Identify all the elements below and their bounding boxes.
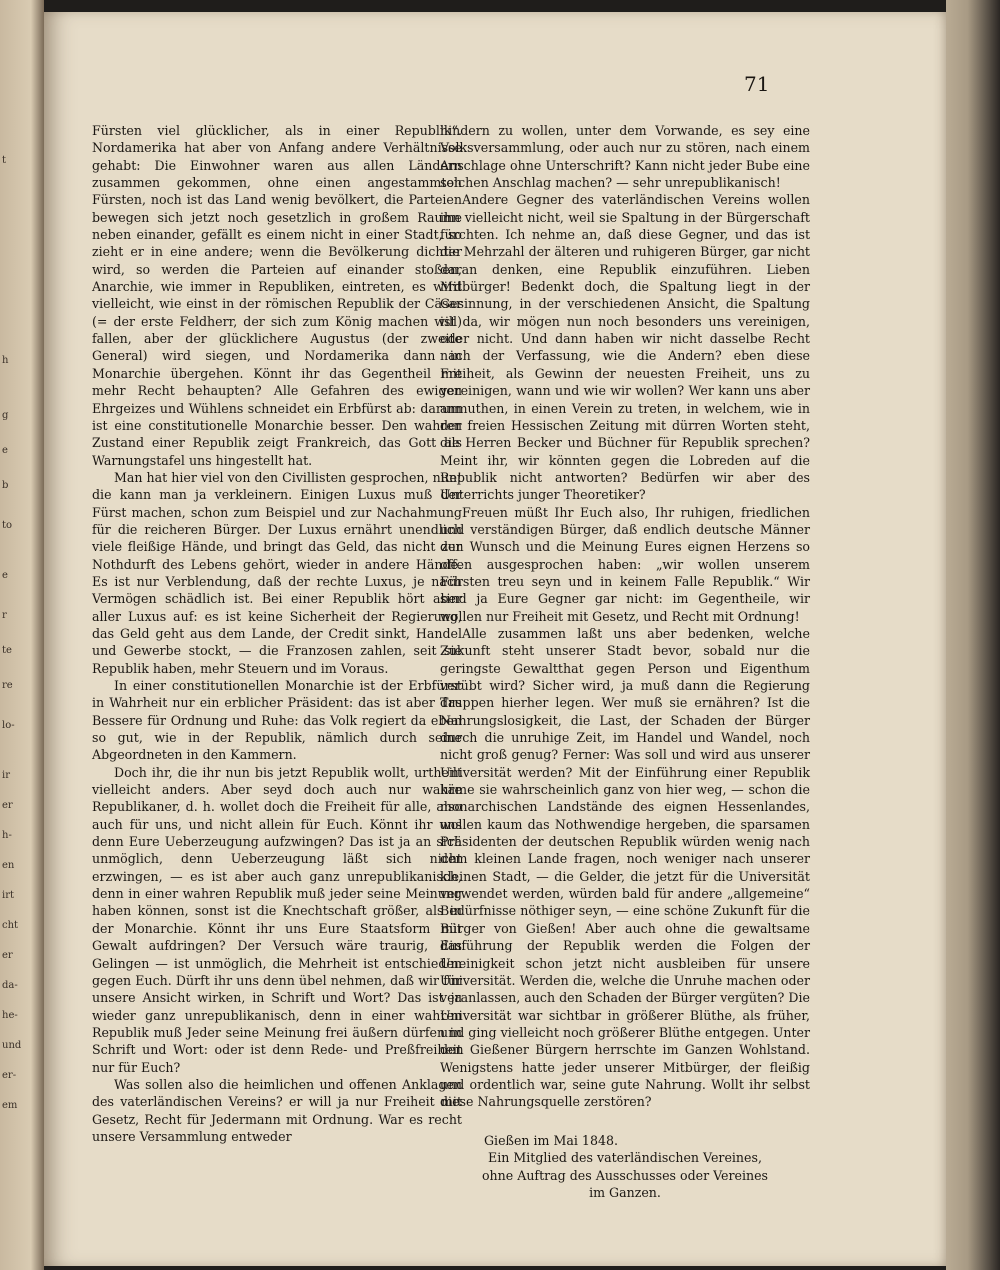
- margin-fragment: r: [2, 610, 7, 621]
- margin-fragment: da-: [2, 980, 18, 991]
- paragraph: hindern zu wollen, unter dem Vorwande, es sey eine Volksversammlung, oder auch nur zu stören, nach einem Anschlage ohne Unterschrift? Kann nicht jeder Bube eine solchen Anschlag machen? — sehr unrepublikanisch!: [440, 123, 810, 191]
- margin-fragment: g: [2, 410, 9, 421]
- margin-fragment: te: [2, 645, 12, 656]
- margin-fragment: to: [2, 520, 13, 531]
- margin-fragment: h: [2, 355, 9, 366]
- margin-fragment: en: [2, 860, 15, 871]
- margin-fragment: b: [2, 480, 9, 491]
- paragraph: Was sollen also die heimlichen und offenen Anklagen des vaterländischen Vereins? er will ja nur Freiheit mit Gesetz, Recht für Jedermann mit Ordnung. War es recht unsere Versammlung entweder: [92, 1076, 462, 1144]
- margin-fragment: cht: [2, 920, 19, 931]
- margin-fragment: er-: [2, 1070, 17, 1081]
- paragraph: In einer constitutionellen Monarchie ist der Erbfürst in Wahrheit nur ein erblicher Präsident: das ist aber das Bessere für Ordnung und Ruhe: das Volk regiert da eben so gut, wie in der Republik, nämlich durch seine Abgeordneten in den Kammern.: [92, 678, 462, 763]
- paragraph: Freuen müßt Ihr Euch also, Ihr ruhigen, friedlichen und verständigen Bürger, daß endlich deutsche Männer den Wunsch und die Meinung Eures eignen Herzens so offen ausgesprochen haben: „wir wollen unserem Fürsten treu seyn und in keinem Falle Republik.“ Wir sind ja Eure Gegner gar nicht: im Gegentheile, wir wollen nur Freiheit mit Gesetz, und Recht mit Ordnung!: [440, 504, 810, 624]
- margin-fragment: irt: [2, 890, 14, 901]
- margin-fragment: re: [2, 680, 13, 691]
- paragraph: Man hat hier viel von den Civillisten gesprochen, nun! die kann man ja verkleinern. Einigen Luxus muß der Fürst machen, schon zum Beispiel und zur Nachahmung für die reicheren Bürger. Der Luxus ernährt unendlich viele fleißige Hände, und bringt das Geld, das nicht zur Nothdurft des Lebens gehört, wieder in andere Hände. Es ist nur Verblendung, daß der rechte Luxus, je nach Vermögen schädlich ist. Bei einer Republik hört aber aller Luxus auf: es ist keine Sicherheit der Regierung, das Geld geht aus dem Lande, der Credit sinkt, Handel und Gewerbe stockt, — die Franzosen zahlen, seit sie Republik haben, mehr Steuern und im Voraus.: [92, 469, 462, 676]
- paragraph: Andere Gegner des vaterländischen Vereins wollen ihn vielleicht nicht, weil sie Spaltung in der Bürgerschaft fürchten. Ich nehme an, daß diese Gegner, und das ist die Mehrzahl der älteren und ruhigeren Bürger, gar nicht daran denken, eine Republik einzuführen. Lieben Mitbürger! Bedenkt doch, die Spaltung liegt in der Gesinnung, in der verschiedenen Ansicht, die Spaltung ist da, wir mögen nun noch besonders uns vereinigen, oder nicht. Und dann haben wir nicht dasselbe Recht nach der Verfassung, wie die Andern? eben diese Freiheit, als Gewinn der neuesten Freiheit, uns zu vereinigen, wann und wie wir wollen? Wer kann uns aber anmuthen, in einen Verein zu treten, in welchem, wie in der freien Hessischen Zeitung mit dürren Worten steht, die Herren Becker und Büchner für Republik sprechen? Meint ihr, wir könnten gegen die Lobreden auf die Republik nicht antworten? Bedürfen wir aber des Unterrichts junger Theoretiker?: [440, 192, 810, 503]
- page-number: 71: [744, 72, 770, 96]
- paragraph: Doch ihr, die ihr nun bis jetzt Republik wollt, urtheilt vielleicht anders. Aber seyd doch auch nur wahre Republikaner, d. h. wollet doch die Freiheit für alle, also auch für uns, und nicht allein für Euch. Könnt ihr uns denn Eure Ueberzeugung aufzwingen? Das ist ja an sich unmöglich, denn Ueberzeugung läßt sich nicht erzwingen, — es ist aber auch ganz unrepublikanisch, denn in einer wahren Republik muß jeder seine Meinung haben können, sonst ist die Knechtschaft größer, als in der Monarchie. Könnt ihr uns Eure Staatsform mit Gewalt aufdringen? Der Versuch wäre traurig, das Gelingen — ist unmöglich, die Mehrheit ist entschieden gegen Euch. Dürft ihr uns denn übel nehmen, daß wir für unsere Ansicht wirken, in Schrift und Wort? Das ist ja wieder ganz unrepublikanisch, denn in einer wahren Republik muß Jeder seine Meinung frei äußern dürfen in Schrift und Wort: oder ist denn Rede- und Preßfreiheit nur für Euch?: [92, 764, 462, 1075]
- signature-block: [440, 1132, 810, 1201]
- paragraph: Fürsten viel glücklicher, als in einer Republik“. Nordamerika hat aber von Anfang andere Verhältnisse gehabt: Die Einwohner waren aus allen Ländern zusammen gekommen, ohne einen angestammten Fürsten, noch ist das Land wenig bevölkert, die Parteien bewegen sich jetzt noch gesetzlich in großem Raume neben einander, gefällt es einem nicht in einer Stadt, so zieht er in eine andere; wenn die Bevölkerung dichter wird, so werden die Parteien auf einander stoßen, Anarchie, wie immer in Republiken, eintreten, es wird vielleicht, wie einst in der römischen Republik der Cäsar (= der erste Feldherr, der sich zum König machen will) fallen, aber der glücklichere Augustus (der zweite General) wird siegen, und Nordamerika dann in Monarchie übergehen. Könnt ihr das Gegentheil mit mehr Recht behaupten? Alle Gefahren des ewigen Ehrgeizes und Wühlens schneidet ein Erbfürst ab: darum ist eine constitutionelle Monarchie besser. Den wahren Zustand einer Republik zeigt Frankreich, das Gott als Warnungstafel uns hingestellt hat.: [92, 123, 462, 468]
- signature-line-1: Ein Mitglied des vaterländischen Vereines,: [488, 1150, 762, 1166]
- margin-fragment: ir: [2, 770, 10, 781]
- text-column-left: [92, 122, 462, 1145]
- margin-fragment: er: [2, 950, 13, 961]
- margin-fragment: he-: [2, 1010, 18, 1021]
- margin-fragment: e: [2, 570, 8, 581]
- margin-fragment: h-: [2, 830, 12, 841]
- paragraph: Alle zusammen laßt uns aber bedenken, welche Zukunft steht unserer Stadt bevor, sobald nur die geringste Gewaltthat gegen Person und Eigenthum verübt wird? Sicher wird, ja muß dann die Regierung Truppen hierher legen. Wer muß sie ernähren? Ist die Nahrungslosigkeit, die Last, der Schaden der Bürger durch die unruhige Zeit, im Handel und Wandel, noch nicht groß genug? Ferner: Was soll und wird aus unserer Universität werden? Mit der Einführung einer Republik käme sie wahrscheinlich ganz von hier weg, — schon die monarchischen Landstände des eignen Hessenlandes, wollen kaum das Nothwendige hergeben, die sparsamen Präsidenten der deutschen Republik würden wenig nach dem kleinen Lande fragen, noch weniger nach unserer kleinen Stadt, — die Gelder, die jetzt für die Universität verwendet werden, würden bald für andere „allgemeine“ Bedürfnisse nöthiger seyn, — eine schöne Zukunft für die Bürger von Gießen! Aber auch ohne die gewaltsame Einführung der Republik werden die Folgen der Uneinigkeit schon jetzt nicht ausbleiben für unsere Universität. Werden die, welche die Unruhe machen oder veranlassen, auch den Schaden der Bürger vergüten? Die Universität war sichtbar in größerer Blüthe, als früher, und ging vielleicht noch größerer Blüthe entgegen. Unter den Gießener Bürgern herrschte im Ganzen Wohlstand. Wenigstens hatte jeder unserer Mitbürger, der fleißig und ordentlich war, seine gute Nahrung. Wollt ihr selbst diese Nahrungsquelle zerstören?: [440, 625, 810, 1110]
- margin-fragment: e: [2, 445, 8, 456]
- margin-fragment: und: [2, 1040, 22, 1051]
- signature-place-date: Gießen im Mai 1848.: [484, 1133, 618, 1148]
- page-stack-edge: [946, 0, 1000, 1270]
- text-column-right: [440, 122, 810, 1111]
- adjacent-page-edge: [0, 0, 44, 1270]
- margin-fragment: lo-: [2, 720, 15, 731]
- signature-line-2: ohne Auftrag des Ausschusses oder Vereines im Ganzen.: [481, 1167, 769, 1201]
- margin-fragment: t: [2, 155, 7, 166]
- margin-fragment: er: [2, 800, 13, 811]
- margin-fragment: em: [2, 1100, 18, 1111]
